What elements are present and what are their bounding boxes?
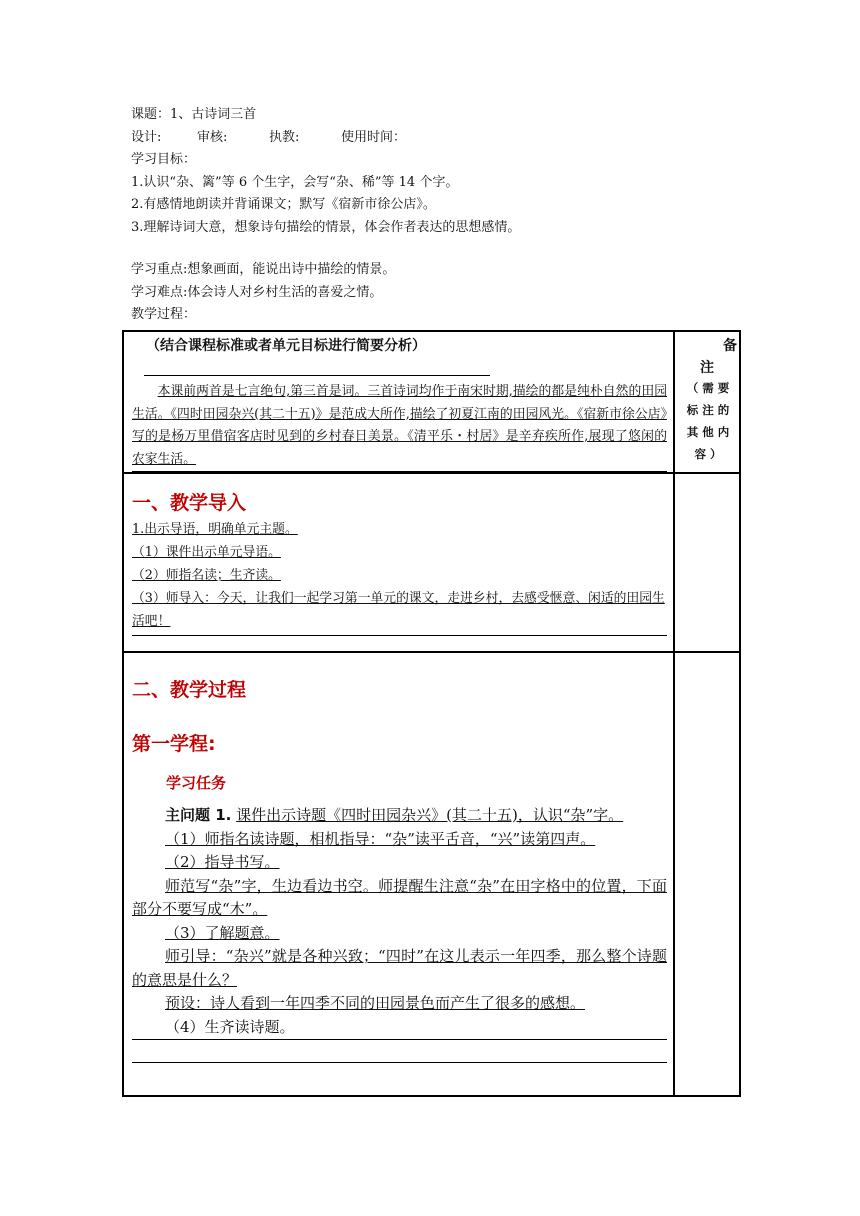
notes-cell (674, 331, 740, 473)
goal-item: 1.认识“杂、篱”等 6 个生字，会写“杂、稀”等 14 个字。 (131, 174, 459, 190)
time-label: 使用时间： (341, 129, 407, 145)
notes-hint: 容） (694, 447, 726, 461)
key-point: 学习重点:想象画面，能说出诗中描绘的情景。 (131, 262, 396, 277)
process-step: （3）了解题意。 (165, 923, 280, 942)
intro-list (124, 518, 673, 633)
analysis-rule (132, 471, 667, 472)
notes-title-2: 注 (700, 360, 714, 376)
process-step: 师引导：“杂兴”就是各种兴致；“四时”在这儿表示一年四季，那么整个诗题的意思是什么？ (132, 947, 667, 989)
lesson-table (122, 330, 741, 1097)
design-label: 设计: (131, 129, 162, 145)
lesson-topic: 课题：1、古诗词三首 (131, 107, 257, 122)
process-step: 预设：诗人看到一年四季不同的田园景色而产生了很多的感想。 (165, 994, 586, 1012)
notes-hint: 标注的 (686, 403, 734, 417)
lesson-roles (131, 127, 691, 150)
section-title: 一、教学导入 (132, 492, 247, 514)
question-label: 主问题 1. (165, 806, 232, 824)
intro-item: （1）课件出示单元导语。 (132, 545, 281, 560)
review-label: 审核: (197, 129, 228, 145)
analysis-divider (144, 359, 490, 376)
process-body (124, 804, 673, 1039)
analysis-cell (123, 331, 674, 473)
intro-item: （2）师指名读；生齐读。 (132, 568, 281, 583)
teach-label: 执教: (269, 129, 300, 145)
process-step: （1）师指名读诗题，相机指导：“杂”读平舌音，“兴”读第四声。 (165, 829, 596, 848)
intro-item: 1.出示导语，明确单元主题。 (132, 522, 298, 537)
process-cell (123, 652, 674, 1096)
section-title: 二、教学过程 (132, 679, 247, 701)
process-rule (132, 1039, 667, 1040)
notes-hint: （需要 (686, 381, 734, 395)
intro-rule (132, 633, 667, 636)
goal-item: 3.理解诗词大意，想象诗句描绘的情景，体会作者表达的思想感情。 (131, 219, 521, 235)
lesson-header (131, 104, 691, 327)
question-text: 课件出示诗题《四时田园杂兴》(其二十五)，认识“杂”字。 (236, 806, 624, 824)
notes-hint: 其他内 (686, 425, 734, 439)
process-step: 师范写“杂”字，生边看边书空。师提醒生注意“杂”在田字格中的位置，下面部分不要写成“木”。 (132, 876, 667, 918)
process-rule (132, 1062, 667, 1063)
difficulty: 学习难点:体会诗人对乡村生活的喜爱之情。 (131, 284, 383, 300)
goal-item: 2.有感情地朗读并背诵课文；默写《宿新市徐公店》。 (131, 197, 436, 212)
process-step: （2）指导书写。 (165, 853, 280, 871)
task-title: 学习任务 (166, 774, 227, 792)
intro-item: （3）师导入：今天，让我们一起学习第一单元的课文，走进乡村，去感受惬意、闲适的田园生活吧！ (132, 591, 665, 629)
stage-title: 第一学程: (132, 733, 216, 755)
analysis-title: （结合课程标准或者单元目标进行简要分析） (146, 338, 426, 354)
intro-cell (123, 473, 674, 652)
notes-title-1: 备 (723, 338, 737, 354)
notes-cell-empty (674, 652, 740, 1096)
notes-cell-empty (674, 473, 740, 652)
analysis-text: 本课前两首是七言绝句,第三首是词。三首诗词均作于南宋时期,描绘的都是纯朴自然的田园生活。《四时田园杂兴(其二十五)》是范成大所作,描绘了初夏江南的田园风光。《宿新市徐公店》写的是杨万里借宿客店时见到的乡村春日美景。《清平乐・村居》是辛弃疾所作,展现了悠闲的农家生活。 (132, 384, 667, 467)
process-label: 教学过程： (131, 307, 197, 322)
process-step: （4）生齐读诗题。 (165, 1017, 295, 1036)
goals-label: 学习目标： (131, 152, 197, 167)
